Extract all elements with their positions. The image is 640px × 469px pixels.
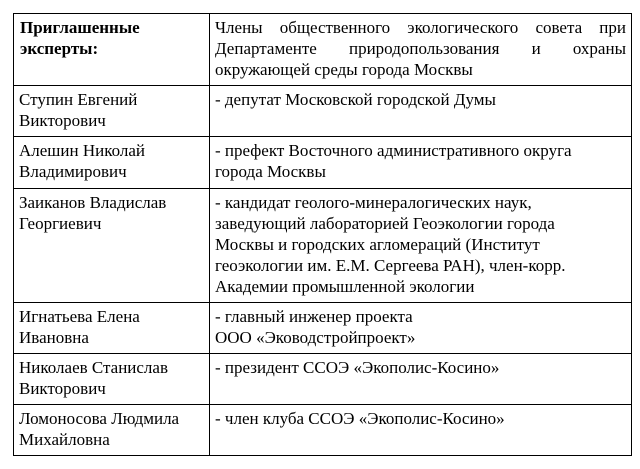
- expert-description: - член клуба ССОЭ «Экополис-Косино»: [210, 405, 632, 456]
- table-row: [14, 405, 632, 456]
- expert-name: Ломоносова Людмила Михайловна: [14, 405, 210, 456]
- expert-description: - кандидат геолого-минералогических наук, заведующий лабораторией Геоэкологии города Москвы и городских агломераций (Институт геоэкологии им. Е.М. Сергеева РАН), член-корр. Академии промышленной экологии: [210, 189, 632, 303]
- table-row: [14, 303, 632, 354]
- expert-name: Николаев Станислав Викторович: [14, 354, 210, 405]
- table-row: [14, 137, 632, 189]
- expert-name: Игнатьева Елена Ивановна: [14, 303, 210, 354]
- expert-name: Ступин Евгений Викторович: [14, 86, 210, 137]
- table-row: [14, 86, 632, 137]
- header-invited-experts: Приглашенные эксперты:: [14, 14, 210, 86]
- expert-name: Алешин Николай Владимирович: [14, 137, 210, 189]
- expert-description: - префект Восточного административного округа города Москвы: [210, 137, 632, 189]
- experts-table: [13, 13, 632, 456]
- expert-description: - президент ССОЭ «Экополис-Косино»: [210, 354, 632, 405]
- table-header-row: [14, 14, 632, 86]
- table-row: [14, 354, 632, 405]
- expert-description: - депутат Московской городской Думы: [210, 86, 632, 137]
- expert-description: - главный инженер проекта ООО «Эководстройпроект»: [210, 303, 632, 354]
- table-row: [14, 189, 632, 303]
- header-council-members: Члены общественного экологического совета при Департаменте природопользования и охраны окружающей среды города Москвы: [210, 14, 632, 86]
- expert-name: Заиканов Владислав Георгиевич: [14, 189, 210, 303]
